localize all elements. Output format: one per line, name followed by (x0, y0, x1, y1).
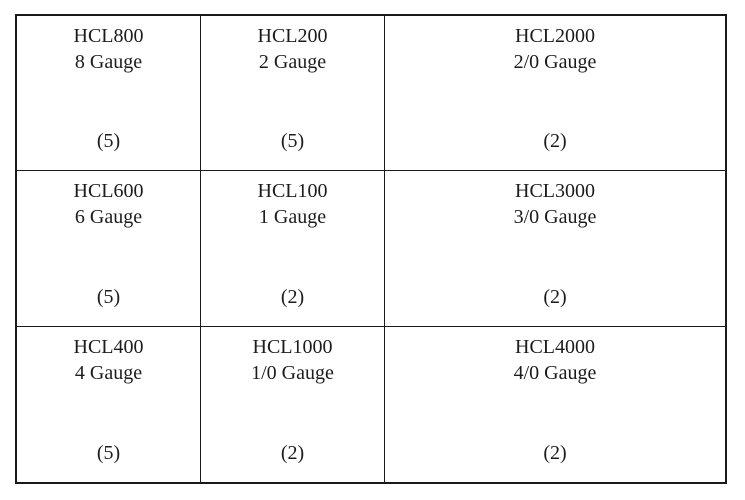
table-cell (17, 327, 201, 482)
quantity: (5) (96, 285, 121, 308)
gauge-size: 3/0 Gauge (513, 206, 597, 229)
table-cell (201, 171, 385, 326)
quantity: (5) (96, 441, 121, 464)
quantity: (2) (543, 130, 567, 153)
table-cell (385, 327, 725, 482)
model-number: HCL3000 (515, 180, 595, 203)
table-cell (17, 16, 201, 171)
quantity: (2) (543, 285, 567, 308)
gauge-size: 4 Gauge (74, 361, 143, 384)
quantity: (2) (280, 285, 305, 308)
gauge-size: 2/0 Gauge (513, 51, 597, 73)
quantity: (5) (96, 130, 121, 153)
model-number: HCL400 (73, 335, 144, 358)
quantity: (2) (280, 441, 305, 464)
gauge-size: 8 Gauge (74, 51, 143, 73)
model-number: HCL2000 (515, 25, 595, 47)
gauge-size: 1/0 Gauge (251, 361, 334, 384)
table-cell (201, 327, 385, 482)
table-cell (17, 171, 201, 326)
model-number: HCL1000 (252, 335, 333, 358)
model-number: HCL200 (257, 25, 328, 47)
table-cell (385, 171, 725, 326)
model-number: HCL4000 (515, 335, 595, 358)
table-cell (201, 16, 385, 171)
product-table (15, 14, 727, 484)
gauge-size: 6 Gauge (74, 206, 143, 229)
model-number: HCL800 (73, 25, 144, 47)
quantity: (2) (543, 441, 567, 464)
model-number: HCL600 (73, 180, 144, 203)
gauge-size: 2 Gauge (258, 51, 327, 73)
model-number: HCL100 (257, 180, 328, 203)
table-cell (385, 16, 725, 171)
gauge-size: 1 Gauge (258, 206, 327, 229)
gauge-size: 4/0 Gauge (513, 361, 597, 384)
quantity: (5) (280, 130, 305, 153)
